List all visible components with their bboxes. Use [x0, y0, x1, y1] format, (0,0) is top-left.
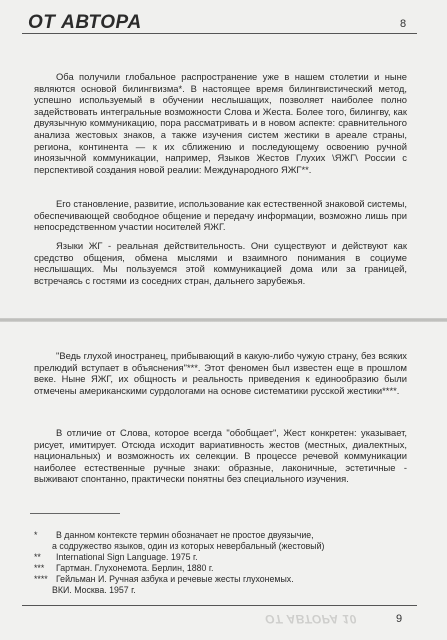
footnote-4 — [34, 574, 414, 585]
footnote-4-continuation: ВКИ. Москва. 1957 г. — [52, 585, 136, 596]
footnote-text: В данном контексте термин обозначает не простое двуязычие, — [56, 530, 314, 540]
footnote-mark: **** — [34, 574, 48, 585]
footnote-1-continuation: а содружество языков, один из которых невербальный (жестовый) — [52, 541, 325, 552]
page-number-bottom: 9 — [396, 613, 403, 625]
top-page — [0, 0, 447, 318]
footnote-2 — [34, 552, 414, 563]
footnote-mark: ** — [34, 552, 41, 563]
footnote-mark: * — [34, 530, 38, 540]
page-number-top: 8 — [400, 18, 407, 30]
footnote-text: Гейльман И. Ручная азбука и речевые жесты глухонемых. — [56, 574, 294, 585]
paragraph-1: Оба получили глобальное распространение уже в нашем столетии и ныне являются основой билингвизма*. В настоящее время билингвистический метод, успешно используемый в обучении неслышащих, позволяет наиболее полно задействовать интегральные возможности Слова и Жеста. Более того, билингву, как двуязычную коммуникацию, пора рассматривать и в новом аспекте: сравнительного анализа жестовых знаков, а также изучения систем жестики в ареале страны, региона, континента — к их сближению и последующему освоению ручной иноязычной коммуникации, например, Языков Жестов Глухих \ЯЖГ\ России с перспективой создания новой реалии: Международного ЯЖГ**. — [34, 71, 407, 175]
bleed-through-header: ОТ АВТОРА 10 — [265, 612, 357, 626]
paragraph-2: Его становление, развитие, использование как естественной знаковой системы, обеспечивающей свободное общение и передачу информации, возможно лишь при непосредственном участии носителей ЯЖГ. — [34, 198, 407, 233]
footnote-divider — [30, 513, 120, 514]
page-header-title: ОТ АВТОРА — [28, 12, 142, 33]
paragraph-3: Языки ЖГ - реальная действительность. Они существуют и действуют как средство общения, обмена мыслями и взаимного понимания в социуме неслышащих. Мы пользуемся этой коммуникацией дома или за границей, встречаясь с гостями из соседних стран, дальнего зарубежья. — [34, 240, 407, 286]
footnote-text: International Sign Language. 1975 г. — [56, 552, 198, 563]
footnote-mark: *** — [34, 563, 45, 574]
header-divider — [22, 33, 417, 34]
paragraph-4: "Ведь глухой иностранец, прибывающий в какую-либо чужую страну, без всяких прелюдий вступает в объяснения"***. Этот феномен был известен еще в прошлом веке. Ныне ЯЖГ, их общность и реальность приведения к единообразию были отмечены американскими сурдологами на основе систематики русской жестики****. — [34, 350, 407, 396]
footnote-3 — [34, 563, 414, 574]
footnote-1 — [34, 530, 414, 541]
footnotes — [34, 530, 414, 597]
paragraph-5: В отличие от Слова, которое всегда "обобщает", Жест конкретен: указывает, рисует, имитирует. Отсюда исходит вариативность жестов (местных, диалектных, национальных) и возможность их селекции. В процессе речевой коммуникации наиболее естественные ручные знаки: образные, лаконичные, эстетичные - выживают спонтанно, практически понятны без специального изучения. — [34, 427, 407, 485]
footer-divider — [22, 605, 417, 606]
footnote-text: Гартман. Глухонемота. Берлин, 1880 г. — [56, 563, 214, 574]
